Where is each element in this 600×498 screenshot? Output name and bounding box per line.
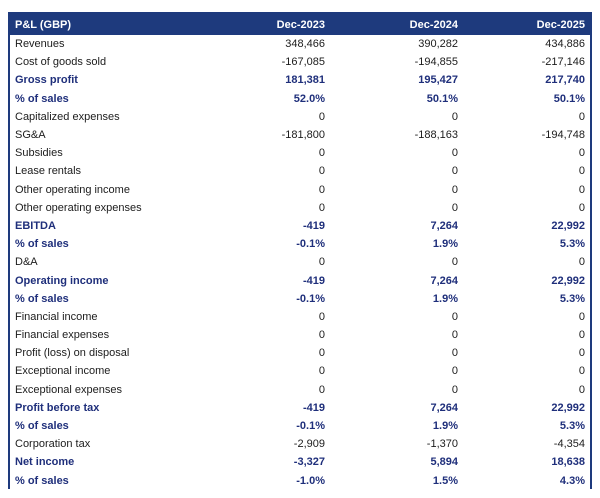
value-cell: 0 bbox=[200, 199, 330, 217]
value-cell: 0 bbox=[463, 253, 590, 271]
value-cell: 0 bbox=[463, 326, 590, 344]
value-cell: 0 bbox=[463, 344, 590, 362]
value-cell: 0 bbox=[200, 108, 330, 126]
value-cell: 4.3% bbox=[463, 472, 590, 490]
row-label: % of sales bbox=[10, 290, 200, 308]
value-cell: 0 bbox=[463, 181, 590, 199]
value-cell: 0 bbox=[200, 253, 330, 271]
row-label: Revenues bbox=[10, 35, 200, 53]
row-label: Cost of goods sold bbox=[10, 53, 200, 71]
value-cell: 0 bbox=[463, 144, 590, 162]
value-cell: 0 bbox=[463, 381, 590, 399]
value-cell: -419 bbox=[200, 399, 330, 417]
row-label: Exceptional income bbox=[10, 362, 200, 380]
row-label: Other operating expenses bbox=[10, 199, 200, 217]
value-cell: -419 bbox=[200, 271, 330, 289]
value-cell: 0 bbox=[200, 181, 330, 199]
value-cell: 52.0% bbox=[200, 90, 330, 108]
table-row bbox=[10, 253, 590, 271]
header-row bbox=[10, 14, 590, 35]
value-cell: 434,886 bbox=[463, 35, 590, 53]
row-label: Net income bbox=[10, 453, 200, 471]
row-label: Lease rentals bbox=[10, 162, 200, 180]
table-row bbox=[10, 217, 590, 235]
value-cell: -194,855 bbox=[330, 53, 463, 71]
value-cell: 0 bbox=[330, 199, 463, 217]
value-cell: -167,085 bbox=[200, 53, 330, 71]
value-cell: 0 bbox=[200, 381, 330, 399]
value-cell: 0 bbox=[463, 108, 590, 126]
value-cell: -0.1% bbox=[200, 417, 330, 435]
pnl-statement-table bbox=[10, 14, 590, 490]
value-cell: 0 bbox=[330, 344, 463, 362]
value-cell: 0 bbox=[330, 381, 463, 399]
value-cell: 0 bbox=[200, 162, 330, 180]
value-cell: 22,992 bbox=[463, 399, 590, 417]
value-cell: -1.0% bbox=[200, 472, 330, 490]
value-cell: -181,800 bbox=[200, 126, 330, 144]
value-cell: 390,282 bbox=[330, 35, 463, 53]
value-cell: -0.1% bbox=[200, 235, 330, 253]
table-row bbox=[10, 235, 590, 253]
row-label: Subsidies bbox=[10, 144, 200, 162]
row-label: Gross profit bbox=[10, 71, 200, 89]
table-row bbox=[10, 453, 590, 471]
value-cell: 50.1% bbox=[330, 90, 463, 108]
table-row bbox=[10, 417, 590, 435]
row-label: Exceptional expenses bbox=[10, 381, 200, 399]
table-row bbox=[10, 126, 590, 144]
row-label: Corporation tax bbox=[10, 435, 200, 453]
value-cell: 0 bbox=[463, 362, 590, 380]
value-cell: 7,264 bbox=[330, 217, 463, 235]
value-cell: 0 bbox=[200, 144, 330, 162]
table-row bbox=[10, 53, 590, 71]
value-cell: 1.9% bbox=[330, 290, 463, 308]
value-cell: -217,146 bbox=[463, 53, 590, 71]
value-cell: 7,264 bbox=[330, 399, 463, 417]
table-row bbox=[10, 108, 590, 126]
value-cell: 0 bbox=[330, 253, 463, 271]
table-row bbox=[10, 326, 590, 344]
table-row bbox=[10, 90, 590, 108]
table-row bbox=[10, 199, 590, 217]
row-label: D&A bbox=[10, 253, 200, 271]
value-cell: 0 bbox=[330, 144, 463, 162]
value-cell: -419 bbox=[200, 217, 330, 235]
value-cell: -3,327 bbox=[200, 453, 330, 471]
row-label: SG&A bbox=[10, 126, 200, 144]
row-label: Other operating income bbox=[10, 181, 200, 199]
table-row bbox=[10, 290, 590, 308]
table-row bbox=[10, 144, 590, 162]
row-label: Financial income bbox=[10, 308, 200, 326]
value-cell: 0 bbox=[330, 108, 463, 126]
value-cell: 1.9% bbox=[330, 417, 463, 435]
pnl-table bbox=[8, 12, 592, 489]
value-cell: 5,894 bbox=[330, 453, 463, 471]
table-row bbox=[10, 344, 590, 362]
row-label: Profit (loss) on disposal bbox=[10, 344, 200, 362]
value-cell: 18,638 bbox=[463, 453, 590, 471]
value-cell: 0 bbox=[200, 344, 330, 362]
header-title-cell: P&L (GBP) bbox=[10, 14, 200, 35]
value-cell: 217,740 bbox=[463, 71, 590, 89]
value-cell: -188,163 bbox=[330, 126, 463, 144]
value-cell: 50.1% bbox=[463, 90, 590, 108]
value-cell: -4,354 bbox=[463, 435, 590, 453]
table-row bbox=[10, 162, 590, 180]
value-cell: 0 bbox=[463, 162, 590, 180]
value-cell: -2,909 bbox=[200, 435, 330, 453]
value-cell: 0 bbox=[200, 308, 330, 326]
value-cell: 0 bbox=[463, 308, 590, 326]
value-cell: 5.3% bbox=[463, 290, 590, 308]
value-cell: 0 bbox=[200, 362, 330, 380]
row-label: Profit before tax bbox=[10, 399, 200, 417]
row-label: % of sales bbox=[10, 235, 200, 253]
row-label: % of sales bbox=[10, 90, 200, 108]
row-label: % of sales bbox=[10, 472, 200, 490]
table-row bbox=[10, 35, 590, 53]
row-label: Operating income bbox=[10, 271, 200, 289]
header-col-dec-2023: Dec-2023 bbox=[200, 14, 330, 35]
value-cell: 181,381 bbox=[200, 71, 330, 89]
value-cell: 0 bbox=[330, 308, 463, 326]
value-cell: 348,466 bbox=[200, 35, 330, 53]
table-row bbox=[10, 362, 590, 380]
value-cell: -1,370 bbox=[330, 435, 463, 453]
row-label: Financial expenses bbox=[10, 326, 200, 344]
table-header bbox=[10, 14, 590, 35]
value-cell: 5.3% bbox=[463, 235, 590, 253]
value-cell: 1.5% bbox=[330, 472, 463, 490]
value-cell: 0 bbox=[330, 362, 463, 380]
header-col-dec-2025: Dec-2025 bbox=[463, 14, 590, 35]
table-row bbox=[10, 71, 590, 89]
row-label: EBITDA bbox=[10, 217, 200, 235]
row-label: % of sales bbox=[10, 417, 200, 435]
header-col-dec-2024: Dec-2024 bbox=[330, 14, 463, 35]
value-cell: 0 bbox=[200, 326, 330, 344]
value-cell: -194,748 bbox=[463, 126, 590, 144]
row-label: Capitalized expenses bbox=[10, 108, 200, 126]
value-cell: 195,427 bbox=[330, 71, 463, 89]
value-cell: 7,264 bbox=[330, 271, 463, 289]
value-cell: 5.3% bbox=[463, 417, 590, 435]
value-cell: 1.9% bbox=[330, 235, 463, 253]
value-cell: 0 bbox=[463, 199, 590, 217]
table-row bbox=[10, 472, 590, 490]
table-row bbox=[10, 181, 590, 199]
table-row bbox=[10, 381, 590, 399]
value-cell: 0 bbox=[330, 181, 463, 199]
table-row bbox=[10, 399, 590, 417]
table-body bbox=[10, 35, 590, 490]
table-row bbox=[10, 435, 590, 453]
table-row bbox=[10, 308, 590, 326]
value-cell: 0 bbox=[330, 326, 463, 344]
value-cell: 22,992 bbox=[463, 217, 590, 235]
value-cell: 22,992 bbox=[463, 271, 590, 289]
table-row bbox=[10, 271, 590, 289]
value-cell: -0.1% bbox=[200, 290, 330, 308]
value-cell: 0 bbox=[330, 162, 463, 180]
